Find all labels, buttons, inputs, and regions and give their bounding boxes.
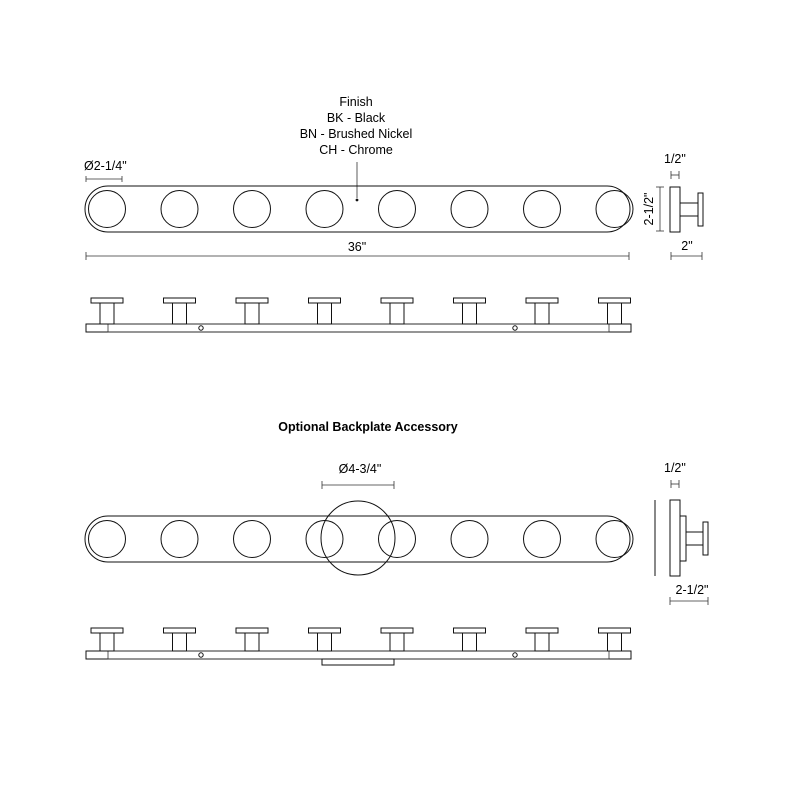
holder-row <box>91 298 631 324</box>
side-height-label: 2-1/2" <box>642 192 656 226</box>
holder-row <box>91 628 631 651</box>
lamp-holder <box>599 628 631 651</box>
side-depth-top-label: 1/2" <box>664 152 686 166</box>
side-view-backplate <box>655 461 708 605</box>
holder-cap <box>164 628 196 633</box>
lamp-holder <box>309 628 341 651</box>
holder-stem <box>100 633 114 651</box>
holder-stem <box>100 303 114 324</box>
lamp-head <box>524 191 561 228</box>
lamp-holder <box>526 628 558 651</box>
front-view-backplate <box>85 462 633 575</box>
profile-bar-inset <box>108 324 609 332</box>
finish-option-ch: CH - Chrome <box>319 143 393 157</box>
holder-stem <box>318 303 332 324</box>
side-view-top <box>642 152 703 260</box>
backplate-heading: Optional Backplate Accessory <box>278 420 458 434</box>
lamp-holder <box>164 628 196 651</box>
mounting-screw <box>513 653 517 657</box>
lamp-holder <box>164 298 196 324</box>
lamp-head <box>451 191 488 228</box>
mounting-screw <box>199 326 203 330</box>
side-stem <box>680 203 698 216</box>
holder-stem <box>535 303 549 324</box>
holder-stem <box>463 303 477 324</box>
lamp-row <box>89 191 634 228</box>
lamp-holder <box>454 628 486 651</box>
holder-cap <box>164 298 196 303</box>
side-depth-bottom-label: 2" <box>681 239 693 253</box>
lamp-head <box>161 521 198 558</box>
holder-cap <box>309 298 341 303</box>
holder-stem <box>245 633 259 651</box>
lamp-holder <box>91 628 123 651</box>
lamp-head <box>234 191 271 228</box>
lamp-holder <box>454 298 486 324</box>
holder-cap <box>309 628 341 633</box>
mounting-screw <box>199 653 203 657</box>
lamp-head <box>524 521 561 558</box>
lamp-head <box>306 521 343 558</box>
holder-stem <box>318 633 332 651</box>
lamp-head <box>451 521 488 558</box>
finish-leader-dot <box>356 199 359 202</box>
holder-cap <box>526 298 558 303</box>
side-plate <box>680 516 686 561</box>
lamp-head <box>596 521 633 558</box>
length-label: 36" <box>347 240 367 254</box>
holder-cap <box>236 298 268 303</box>
finish-note <box>300 95 413 201</box>
profile-bar-inset <box>108 651 609 659</box>
holder-cap <box>91 298 123 303</box>
lamp-head <box>306 191 343 228</box>
backplate-side-depth-bottom-label: 2-1/2" <box>675 583 709 597</box>
profile-bar <box>86 324 631 332</box>
profile-view-backplate <box>86 628 631 665</box>
side-stem <box>686 532 703 545</box>
backplate-side-depth-top-label: 1/2" <box>664 461 686 475</box>
lamp-holder <box>381 628 413 651</box>
holder-stem <box>608 303 622 324</box>
holder-cap <box>454 628 486 633</box>
backplate-diameter-label: Ø4-3/4" <box>338 462 382 476</box>
holder-cap <box>381 628 413 633</box>
lamp-head <box>379 521 416 558</box>
holder-stem <box>390 303 404 324</box>
holder-stem <box>390 633 404 651</box>
lamp-head <box>89 191 126 228</box>
holder-cap <box>526 628 558 633</box>
lamp-holder <box>236 628 268 651</box>
lamp-holder <box>526 298 558 324</box>
lamp-holder <box>309 298 341 324</box>
holder-cap <box>599 628 631 633</box>
finish-option-bn: BN - Brushed Nickel <box>299 127 413 141</box>
lamp-holder <box>91 298 123 324</box>
lamp-head <box>596 191 633 228</box>
lamp-head <box>89 521 126 558</box>
finish-option-bk: BK - Black <box>326 111 386 125</box>
fixture-plate <box>85 516 630 562</box>
holder-cap <box>91 628 123 633</box>
lamp-row <box>89 521 634 558</box>
side-cap <box>703 522 708 555</box>
mounting-screw <box>513 326 517 330</box>
lamp-head <box>379 191 416 228</box>
finish-title: Finish <box>339 95 373 109</box>
holder-stem <box>463 633 477 651</box>
backplate-disc <box>321 501 395 575</box>
fixture-plate <box>85 186 630 232</box>
holder-cap <box>454 298 486 303</box>
side-backplate <box>670 500 680 576</box>
lamp-holder <box>381 298 413 324</box>
lamp-head <box>161 191 198 228</box>
holder-stem <box>245 303 259 324</box>
holder-stem <box>173 303 187 324</box>
lamp-holder <box>236 298 268 324</box>
side-cap <box>698 193 703 226</box>
holder-stem <box>535 633 549 651</box>
holder-stem <box>608 633 622 651</box>
holder-cap <box>381 298 413 303</box>
profile-bar <box>86 651 631 659</box>
lamp-diameter-label: Ø2-1/4" <box>84 159 127 173</box>
lamp-head <box>234 521 271 558</box>
backplate-profile <box>322 659 394 665</box>
holder-cap <box>599 298 631 303</box>
holder-stem <box>173 633 187 651</box>
lamp-holder <box>599 298 631 324</box>
holder-cap <box>236 628 268 633</box>
side-plate <box>670 187 680 232</box>
front-view-top <box>84 159 633 260</box>
profile-view-top <box>86 298 631 332</box>
